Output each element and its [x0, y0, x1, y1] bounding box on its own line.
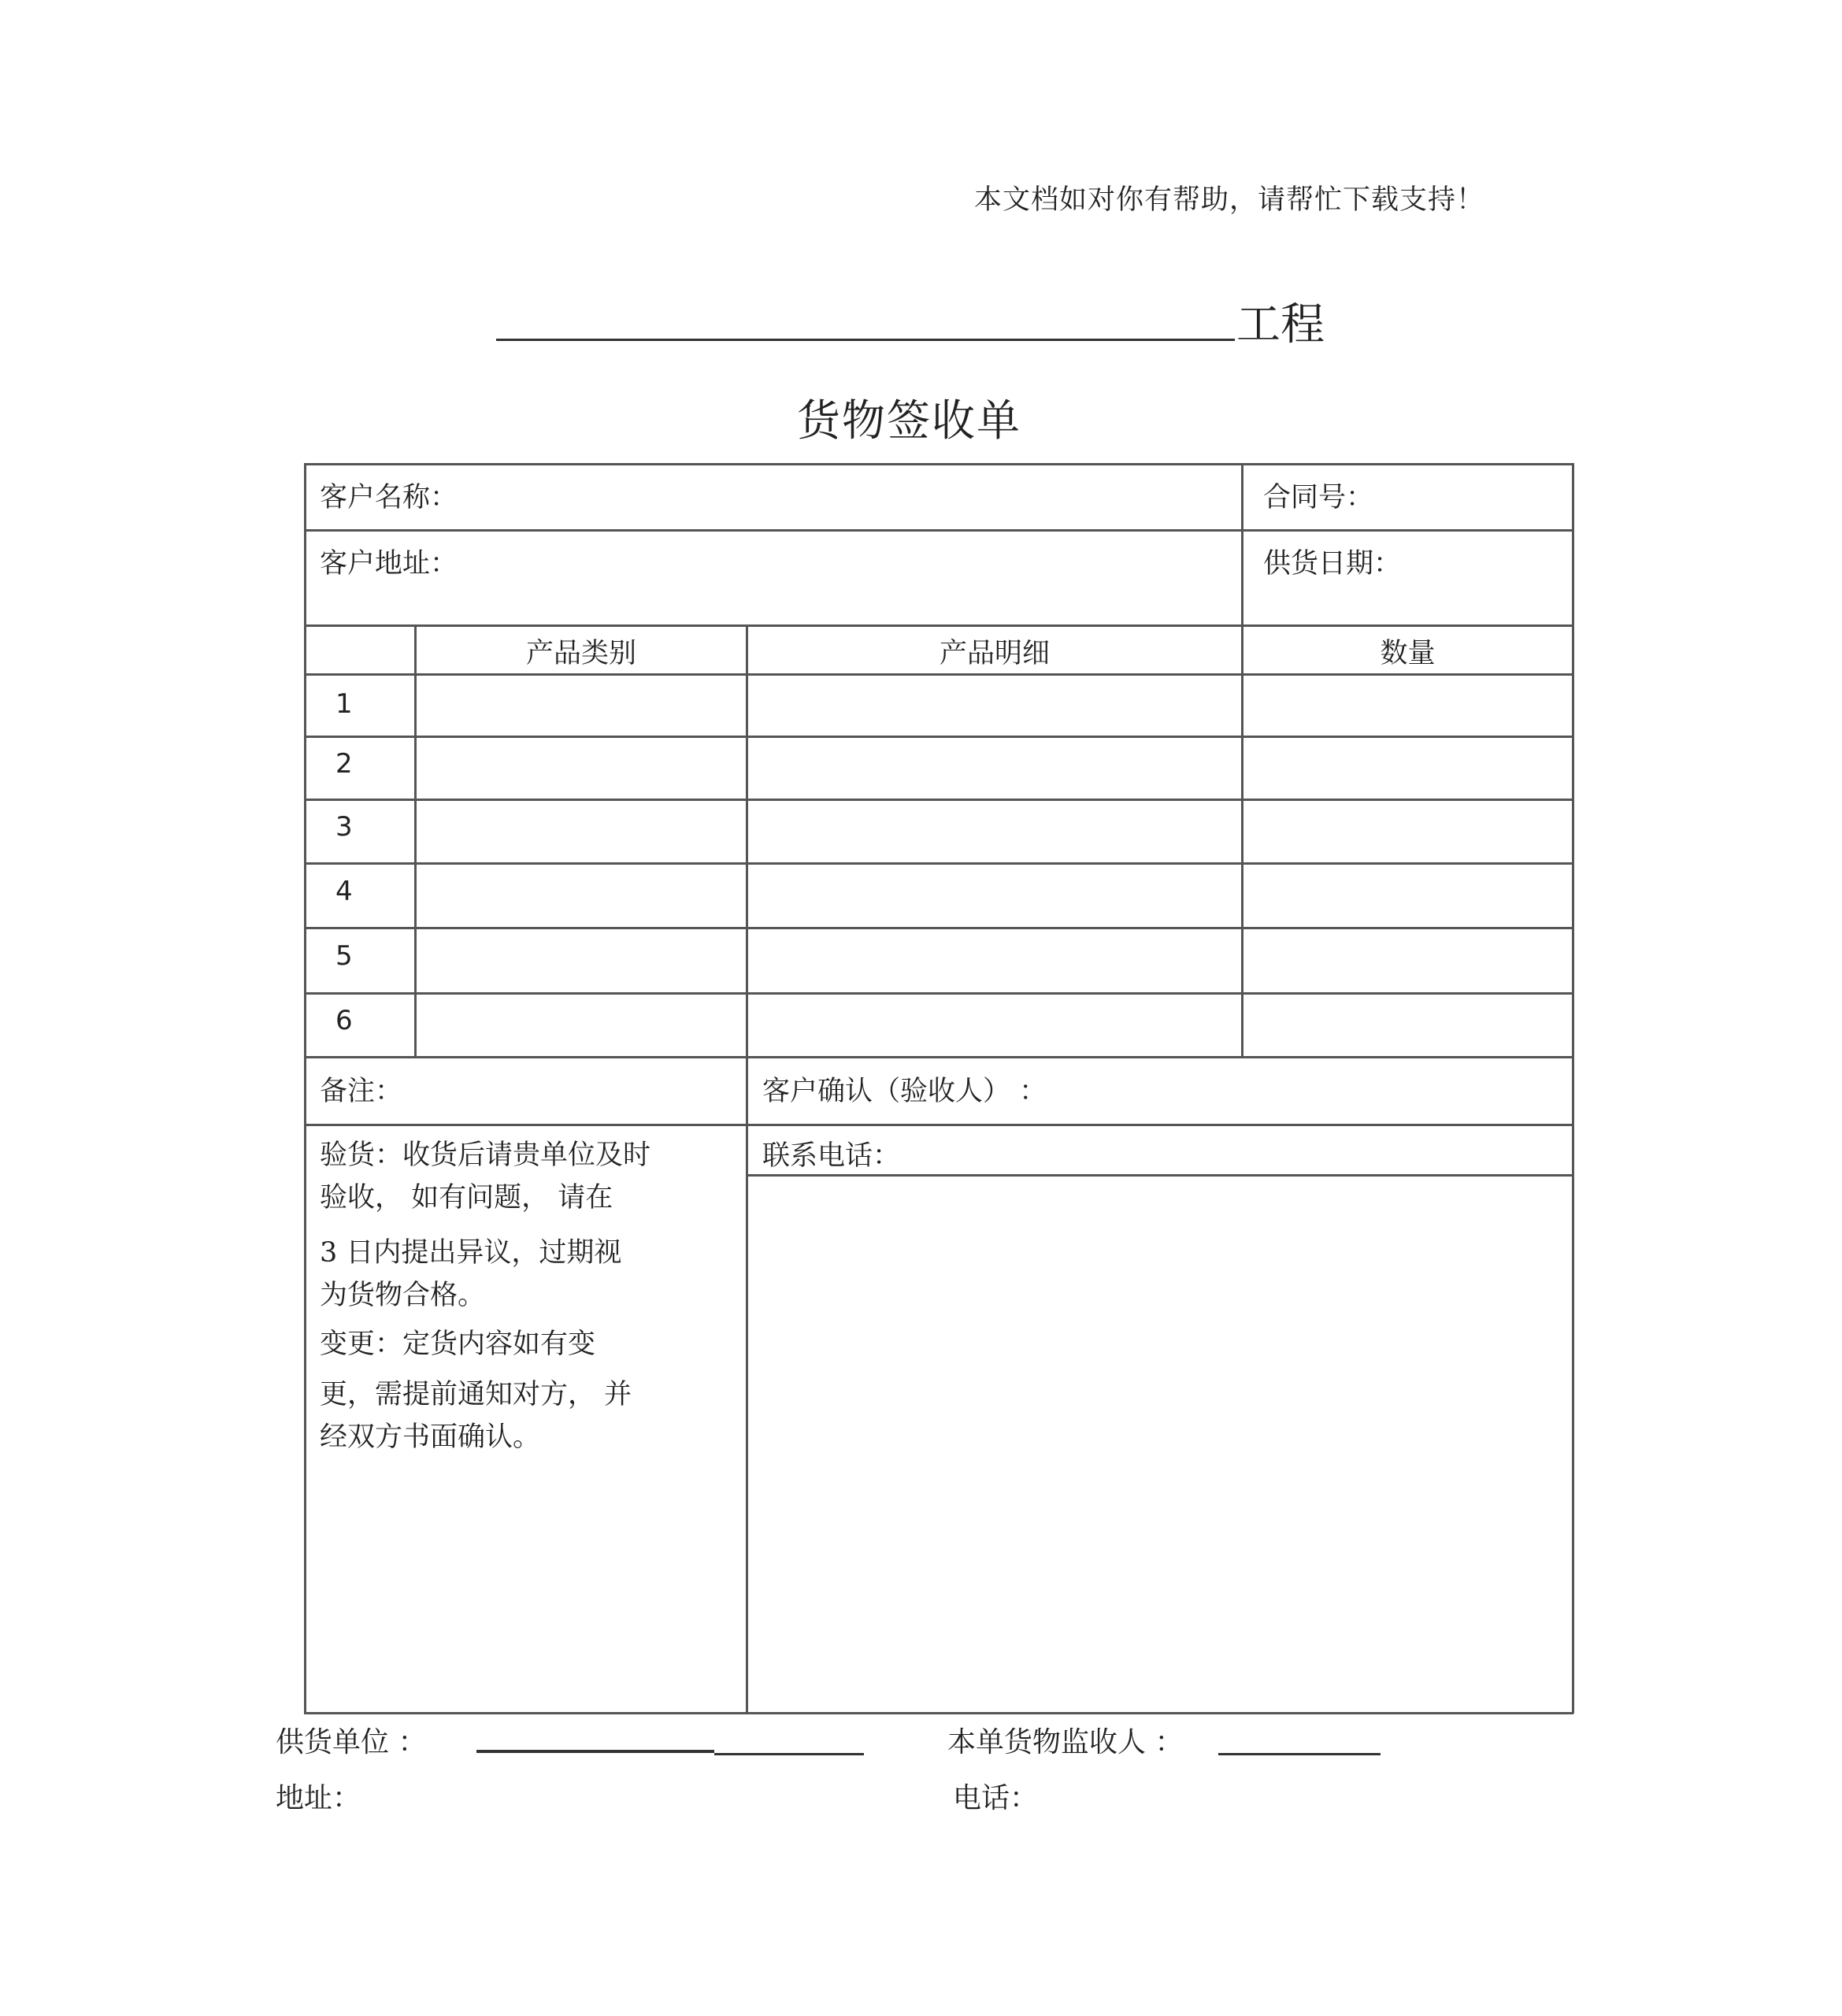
- project-name-blank-line: [496, 339, 1235, 341]
- customer-name-label: 客户名称：: [320, 482, 458, 513]
- contract-number-label: 合同号：: [1263, 482, 1374, 513]
- row-divider: [304, 673, 1573, 676]
- col-divider: [414, 624, 417, 1057]
- notes-line: 经双方书面确认。: [320, 1421, 541, 1453]
- receiver-label: 本单货物监收人 ：: [947, 1726, 1184, 1758]
- col-divider: [1241, 624, 1243, 1057]
- notes-line: 为货物合格。: [320, 1280, 486, 1311]
- row-number: 5: [335, 940, 353, 972]
- row-divider: [304, 1056, 1573, 1058]
- receiver-signature-line: [1218, 1753, 1381, 1755]
- delivery-receipt-form: [304, 463, 1573, 1712]
- row-divider: [304, 1124, 1573, 1126]
- row-divider: [304, 736, 1573, 738]
- customer-confirm-label: 客户确认（验收人） ：: [762, 1076, 1047, 1107]
- row-divider: [304, 927, 1573, 929]
- form-border-bottom: [304, 1712, 1573, 1714]
- supply-date-label: 供货日期：: [1263, 548, 1402, 580]
- col-divider: [1241, 463, 1243, 625]
- row-divider: [746, 1174, 1573, 1177]
- form-border-top: [304, 463, 1573, 465]
- row-number: 3: [335, 811, 353, 843]
- column-header-quantity: 数量: [1380, 638, 1436, 669]
- notes-line: 更，需提前通知对方， 并: [320, 1379, 632, 1410]
- inspection-notes: [320, 1134, 690, 1458]
- row-divider: [304, 862, 1573, 865]
- column-header-product-detail: 产品明细: [939, 638, 1050, 669]
- contact-phone-label: 联系电话：: [762, 1140, 901, 1172]
- notes-line: 验收， 如有问题， 请在: [320, 1182, 613, 1214]
- document-title: 货物签收单: [797, 395, 1022, 446]
- supplier-address-label: 地址：: [276, 1782, 361, 1814]
- form-border-left: [304, 463, 306, 1714]
- notes-line: 验货：收货后请贵单位及时: [320, 1140, 651, 1171]
- customer-address-label: 客户地址：: [320, 548, 458, 580]
- row-divider: [304, 992, 1573, 995]
- supplier-signature-line: [476, 1750, 714, 1753]
- download-support-note: 本文档如对你有帮助，请帮忙下载支持！: [974, 184, 1485, 216]
- supplier-label: 供货单位 ：: [276, 1726, 427, 1758]
- row-number: 6: [335, 1005, 353, 1036]
- row-number: 1: [335, 688, 353, 720]
- row-divider: [304, 799, 1573, 801]
- column-header-product-category: 产品类别: [525, 638, 636, 669]
- project-title-suffix: 工程: [1236, 299, 1325, 350]
- form-border-right: [1572, 463, 1574, 1714]
- row-number: 4: [335, 876, 353, 907]
- row-divider: [304, 624, 1573, 627]
- notes-line: 变更：定货内容如有变: [320, 1329, 596, 1360]
- row-divider: [304, 529, 1573, 532]
- phone-label: 电话：: [953, 1782, 1039, 1814]
- row-number: 2: [335, 748, 353, 780]
- col-divider: [746, 624, 748, 1714]
- supplier-signature-line-extension: [714, 1753, 864, 1755]
- remarks-label: 备注：: [320, 1076, 403, 1107]
- notes-line: 3 日内提出异议，过期视: [320, 1237, 622, 1269]
